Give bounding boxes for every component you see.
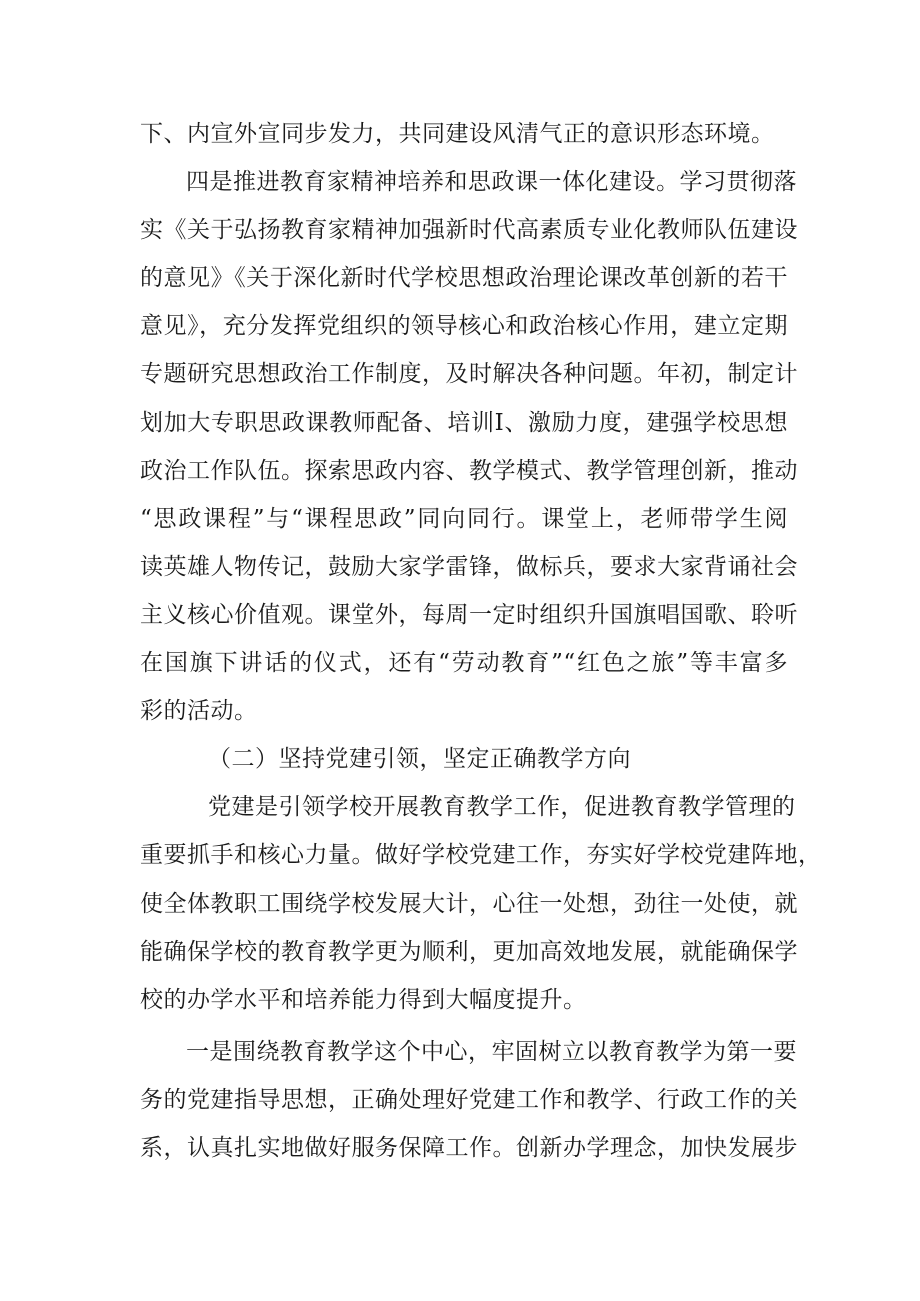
text-line: 在国旗下讲话的仪式，还有“劳动教育”“红色之旅”等丰富多 xyxy=(140,650,788,677)
text-line: 实《关于弘扬教育家精神加强新时代高素质专业化教师队伍建设 xyxy=(140,217,798,244)
paragraph-first-line: 党建是引领学校开展教育教学工作，促进教育教学管理的 xyxy=(208,794,796,821)
text-line: 务的党建指导思想，正确处理好党建工作和教学、行政工作的关 xyxy=(140,1086,798,1113)
text-line: 的意见》《关于深化新时代学校思想政治理论课改革创新的若干 xyxy=(140,265,788,292)
text-line: 划加大专职思政课教师配备、培训I、激励力度，建强学校思想 xyxy=(140,409,788,436)
text-line: 使全体教职工围绕学校发展大计，心往一处想，劲往一处使，就 xyxy=(140,890,798,917)
paragraph-first-line: 四是推进教育家精神培养和思政课一体化建设。学习贯彻落 xyxy=(186,169,797,196)
text-line: 下、内宣外宣同步发力，共同建设风清气正的意识形态环境。 xyxy=(140,121,775,147)
section-heading: （二）坚持党建引领，坚定正确教学方向 xyxy=(208,746,631,773)
text-line: “思政课程”与“课程思政”同向同行。课堂上，老师带学生阅 xyxy=(140,505,788,532)
text-line: 主义核心价值观。课堂外，每周一定时组织升国旗唱国歌、聆听 xyxy=(140,601,798,628)
text-line: 能确保学校的教育教学更为顺利，更加高效地发展，就能确保学 xyxy=(140,938,798,965)
text-line: 彩的活动。 xyxy=(140,698,258,725)
text-line: 专题研究思想政治工作制度，及时解决各种问题。年初，制定计 xyxy=(140,361,798,388)
document-body xyxy=(140,110,822,1172)
text-line: 系，认真扎实地做好服务保障工作。创新办学理念，加快发展步 xyxy=(140,1134,798,1161)
text-line: 政治工作队伍。探索思政内容、教学模式、教学管理创新，推动 xyxy=(140,457,798,484)
text-line: 意见》，充分发挥党组织的领导核心和政治核心作用，建立定期 xyxy=(140,313,788,340)
text-line: 校的办学水平和培养能力得到大幅度提升。 xyxy=(140,986,587,1013)
text-line: 重要抓手和核心力量。做好学校党建工作，夯实好学校党建阵地， xyxy=(140,842,822,869)
paragraph-first-line: 一是围绕教育教学这个中心，牢固树立以教育教学为第一要 xyxy=(186,1038,797,1065)
text-line: 读英雄人物传记，鼓励大家学雷锋，做标兵，要求大家背诵社会 xyxy=(140,553,798,580)
